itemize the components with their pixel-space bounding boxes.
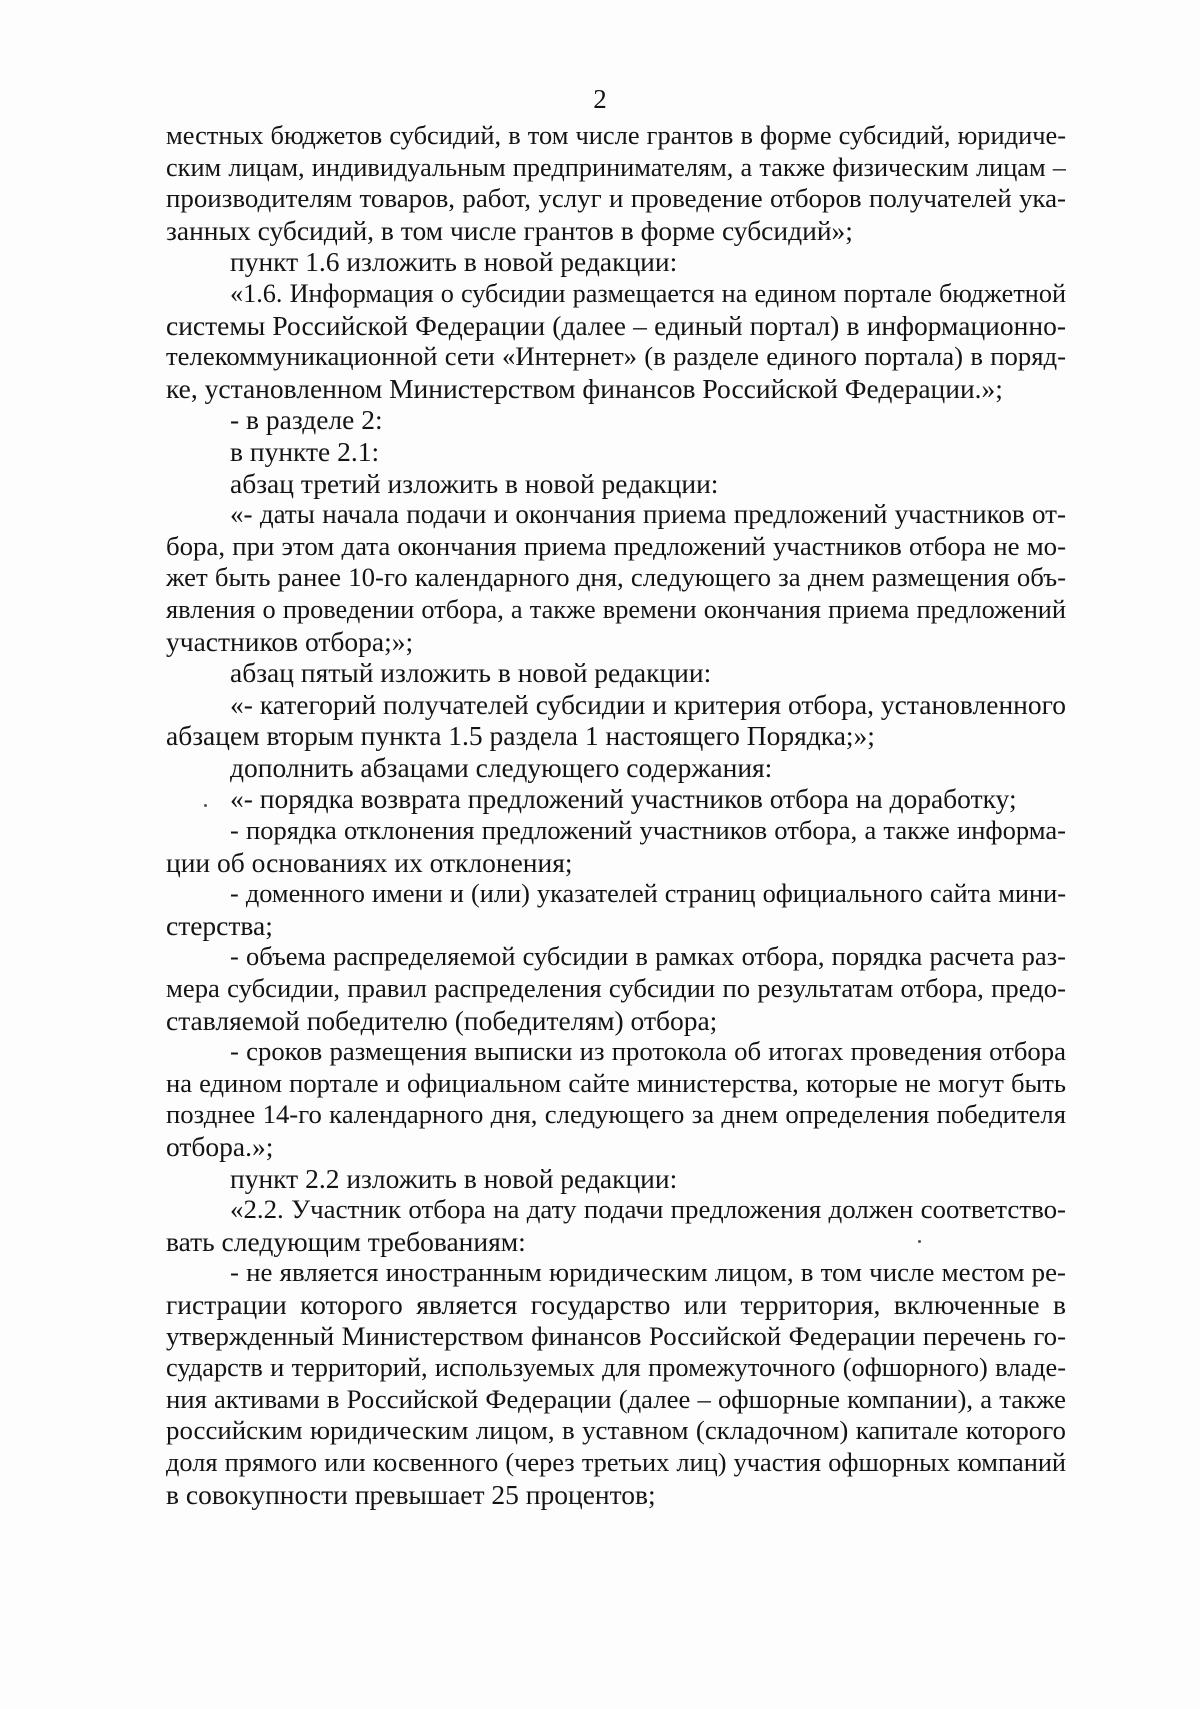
text-line: - сроков размещения выписки из протокола об итогах проведения отбора <box>230 1036 1066 1067</box>
text-line: производителям товаров, работ, услуг и проведение отборов получателей ука- <box>166 183 1066 214</box>
text-line: на едином портале и официальном сайте министерства, которые не могут быть <box>166 1067 1066 1098</box>
text-line: - доменного имени и (или) указателей страниц официального сайта мини- <box>230 879 1066 909</box>
text-line: вать следующим требованиям: <box>166 1225 526 1257</box>
text-line: ния активами в Российской Федерации (далее – офшорные компании), а также <box>166 1383 1066 1414</box>
text-line: «2.2. Участник отбора на дату подачи предложения должен соответство- <box>230 1194 1066 1225</box>
text-line: явления о проведении отбора, а также времени окончания приема предложений <box>166 594 1066 624</box>
text-line: ставляемой победителю (победителям) отбора; <box>166 1004 718 1036</box>
document-body <box>166 120 1066 1510</box>
text-line: стерства; <box>166 909 273 941</box>
text-line: гистрации которого является государство или территория, включенные в <box>166 1288 1066 1320</box>
text-line: «- даты начала подачи и окончания приема предложений участников от- <box>230 499 1066 530</box>
text-line: ке, установленном Министерством финансов Российской Федерации.»; <box>166 372 1003 404</box>
text-line: - объема распределяемой субсидии в рамках отбора, порядка расчета раз- <box>230 941 1066 972</box>
text-line: дополнить абзацами следующего содержания: <box>230 751 773 783</box>
text-line: сударств и территорий, используемых для промежуточного (офшорного) владе- <box>166 1353 1066 1383</box>
text-line: «- порядка возврата предложений участников отбора на доработку; <box>230 783 1017 815</box>
text-line: позднее 14-го календарного дня, следующего за днем определения победителя <box>166 1099 1066 1130</box>
scan-speck <box>918 1240 921 1243</box>
text-line: утвержденный Министерством финансов Российской Федерации перечень го- <box>166 1320 1066 1351</box>
text-line: пункт 1.6 изложить в новой редакции: <box>230 246 678 278</box>
text-line: - не является иностранным юридическим лицом, в том числе местом ре- <box>230 1257 1066 1288</box>
text-line: - в разделе 2: <box>230 404 383 436</box>
text-line: - порядка отклонения предложений участников отбора, а также информа- <box>230 815 1066 846</box>
text-line: абзац третий изложить в новой редакции: <box>230 467 719 499</box>
text-line: абзацем вторым пункта 1.5 раздела 1 настоящего Порядка;»; <box>166 720 875 752</box>
text-line: мера субсидии, правил распределения субсидии по результатам отбора, предо- <box>166 973 1066 1004</box>
text-line: «1.6. Информация о субсидии размещается на едином портале бюджетной <box>230 278 1066 308</box>
text-line: доля прямого или косвенного (через третьих лиц) участия офшорных компаний <box>166 1447 1066 1477</box>
text-line: в совокупности превышает 25 процентов; <box>166 1478 656 1510</box>
page-number: 2 <box>593 84 607 114</box>
text-line: отбора.»; <box>166 1131 274 1162</box>
text-line: российским юридическим лицом, в уставном (складочном) капитале которого <box>166 1415 1066 1446</box>
text-line: местных бюджетов субсидий, в том числе грантов в форме субсидий, юридиче- <box>166 120 1066 150</box>
text-line: участников отбора;»; <box>166 625 414 657</box>
text-line: «- категорий получателей субсидии и критерия отбора, установленного <box>230 688 1066 720</box>
text-line: ции об основаниях их отклонения; <box>166 846 573 878</box>
text-line: абзац пятый изложить в новой редакции: <box>230 657 712 689</box>
text-line: бора, при этом дата окончания приема предложений участников отбора не мо- <box>166 530 1066 561</box>
scan-speck <box>204 804 207 807</box>
text-line: ским лицам, индивидуальным предпринимателям, а также физическим лицам – <box>166 152 1066 182</box>
text-line: жет быть ранее 10-го календарного дня, следующего за днем размещения объ- <box>166 562 1066 593</box>
text-line: в пункте 2.1: <box>230 435 380 467</box>
text-line: пункт 2.2 изложить в новой редакции: <box>230 1162 678 1194</box>
text-line: занных субсидий, в том числе грантов в форме субсидий»; <box>166 214 853 246</box>
text-line: системы Российской Федерации (далее – единый портал) в информационно- <box>166 309 1066 341</box>
text-line: телекоммуникационной сети «Интернет» (в разделе единого портала) в поряд- <box>166 341 1066 372</box>
